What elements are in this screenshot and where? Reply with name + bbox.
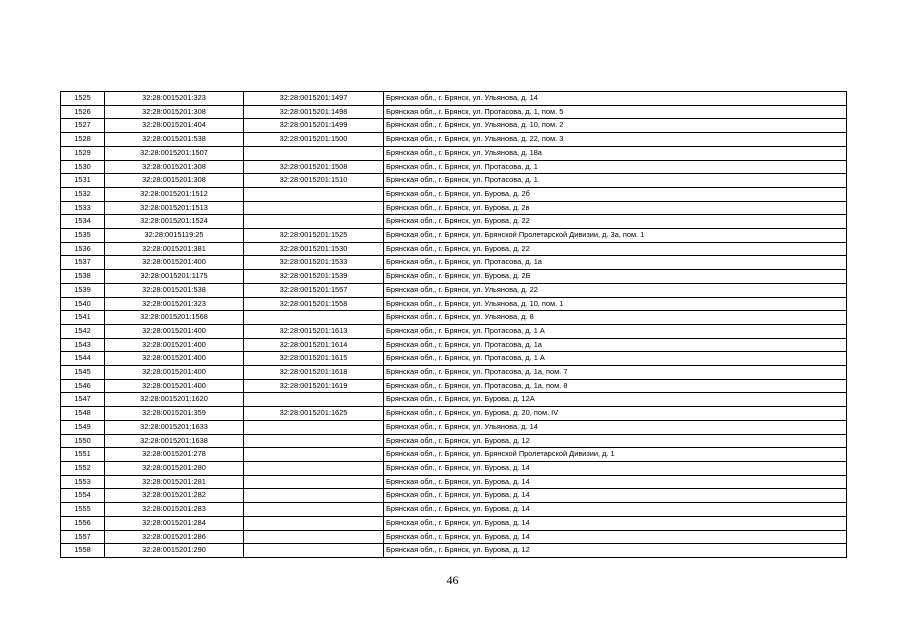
cadastral-number-parent-cell: 32:28:0015201:286	[105, 530, 244, 544]
table-row	[61, 489, 847, 503]
address-cell: Брянская обл., г. Брянск, ул. Протасова, д. 1а	[384, 256, 847, 270]
table-row	[61, 448, 847, 462]
cadastral-number-parent-cell: 32:28:0015201:1638	[105, 434, 244, 448]
cadastral-number-parent-cell: 32:28:0015201:308	[105, 174, 244, 188]
table-row	[61, 366, 847, 380]
address-cell: Брянская обл., г. Брянск, ул. Протасова, д. 1, пом. 5	[384, 105, 847, 119]
cadastral-number-parent-cell: 32:28:0015201:404	[105, 119, 244, 133]
address-cell: Брянская обл., г. Брянск, ул. Протасова, д. 1а	[384, 338, 847, 352]
row-number-cell: 1536	[61, 242, 105, 256]
row-number-cell: 1555	[61, 503, 105, 517]
document-page	[60, 91, 846, 558]
table-row	[61, 324, 847, 338]
cadastral-number-parent-cell: 32:28:0015201:308	[105, 105, 244, 119]
cadastral-number-parent-cell: 32:28:0015201:1568	[105, 311, 244, 325]
address-cell: Брянская обл., г. Брянск, ул. Брянской Пролетарской Дивизии, д. 3а, пом. 1	[384, 229, 847, 243]
cadastral-number-parent-cell: 32:28:0015201:381	[105, 242, 244, 256]
cadastral-number-cell	[244, 544, 384, 558]
table-row	[61, 256, 847, 270]
table-row	[61, 229, 847, 243]
row-number-cell: 1548	[61, 407, 105, 421]
row-number-cell: 1547	[61, 393, 105, 407]
address-cell: Брянская обл., г. Брянск, ул. Протасова, д. 1 А	[384, 324, 847, 338]
address-cell: Брянская обл., г. Брянск, ул. Протасова, д. 1а, пом. 7	[384, 366, 847, 380]
table-row	[61, 544, 847, 558]
cadastral-number-parent-cell: 32:28:0015201:280	[105, 461, 244, 475]
table-row	[61, 297, 847, 311]
address-cell: Брянская обл., г. Брянск, ул. Бурова, д. 14	[384, 475, 847, 489]
cadastral-number-parent-cell: 32:28:0015201:1620	[105, 393, 244, 407]
cadastral-number-cell	[244, 201, 384, 215]
row-number-cell: 1534	[61, 215, 105, 229]
page-number: 46	[446, 573, 459, 587]
table-row	[61, 187, 847, 201]
cadastral-number-parent-cell: 32:28:0015201:400	[105, 366, 244, 380]
table-row	[61, 434, 847, 448]
table-body	[61, 92, 847, 558]
table-row	[61, 516, 847, 530]
row-number-cell: 1530	[61, 160, 105, 174]
table-row	[61, 311, 847, 325]
table-row	[61, 215, 847, 229]
cadastral-number-cell: 32:28:0015201:1539	[244, 270, 384, 284]
address-cell: Брянская обл., г. Брянск, ул. Бурова, д. 14	[384, 503, 847, 517]
table-row	[61, 338, 847, 352]
row-number-cell: 1549	[61, 420, 105, 434]
row-number-cell: 1558	[61, 544, 105, 558]
cadastral-number-cell	[244, 146, 384, 160]
table-row	[61, 146, 847, 160]
table-row	[61, 530, 847, 544]
address-cell: Брянская обл., г. Брянск, ул. Бурова, д. 2Б	[384, 270, 847, 284]
row-number-cell: 1546	[61, 379, 105, 393]
cadastral-number-parent-cell: 32:28:0015201:538	[105, 133, 244, 147]
address-cell: Брянская обл., г. Брянск, ул. Ульянова, д. 18а	[384, 146, 847, 160]
cadastral-number-cell: 32:28:0015201:1498	[244, 105, 384, 119]
row-number-cell: 1550	[61, 434, 105, 448]
cadastral-number-cell: 32:28:0015201:1618	[244, 366, 384, 380]
cadastral-number-cell	[244, 489, 384, 503]
address-cell: Брянская обл., г. Брянск, ул. Бурова, д. 12А	[384, 393, 847, 407]
row-number-cell: 1529	[61, 146, 105, 160]
address-cell: Брянская обл., г. Брянск, ул. Бурова, д. 14	[384, 489, 847, 503]
cadastral-number-parent-cell: 32:28:0015201:323	[105, 92, 244, 106]
cadastral-number-parent-cell: 32:28:0015201:400	[105, 379, 244, 393]
cadastral-number-parent-cell: 32:28:0015201:400	[105, 352, 244, 366]
address-cell: Брянская обл., г. Брянск, ул. Ульянова, д. 14	[384, 420, 847, 434]
table-row	[61, 283, 847, 297]
address-cell: Брянская обл., г. Брянск, ул. Ульянова, д. 22	[384, 283, 847, 297]
cadastral-number-cell: 32:28:0015201:1614	[244, 338, 384, 352]
cadastral-number-cell	[244, 434, 384, 448]
table-row	[61, 407, 847, 421]
table-row	[61, 92, 847, 106]
table-row	[61, 503, 847, 517]
address-cell: Брянская обл., г. Брянск, ул. Бурова, д. 14	[384, 461, 847, 475]
row-number-cell: 1540	[61, 297, 105, 311]
cadastral-number-cell: 32:28:0015201:1499	[244, 119, 384, 133]
cadastral-number-cell: 32:28:0015201:1530	[244, 242, 384, 256]
cadastral-number-parent-cell: 32:28:0015201:1524	[105, 215, 244, 229]
address-cell: Брянская обл., г. Брянск, ул. Протасова, д. 1	[384, 160, 847, 174]
row-number-cell: 1553	[61, 475, 105, 489]
address-cell: Брянская обл., г. Брянск, ул. Ульянова, д. 10, пом. 1	[384, 297, 847, 311]
table-row	[61, 242, 847, 256]
row-number-cell: 1537	[61, 256, 105, 270]
address-cell: Брянская обл., г. Брянск, ул. Бурова, д. 2б	[384, 187, 847, 201]
cadastral-number-parent-cell: 32:28:0015201:1512	[105, 187, 244, 201]
cadastral-number-parent-cell: 32:28:0015201:1633	[105, 420, 244, 434]
table-row	[61, 420, 847, 434]
cadastral-number-parent-cell: 32:28:0015201:1507	[105, 146, 244, 160]
row-number-cell: 1531	[61, 174, 105, 188]
address-cell: Брянская обл., г. Брянск, ул. Ульянова, д. 8	[384, 311, 847, 325]
table-row	[61, 270, 847, 284]
cadastral-number-cell	[244, 215, 384, 229]
address-cell: Брянская обл., г. Брянск, ул. Бурова, д. 14	[384, 530, 847, 544]
row-number-cell: 1542	[61, 324, 105, 338]
cadastral-number-cell	[244, 516, 384, 530]
row-number-cell: 1551	[61, 448, 105, 462]
table-row	[61, 461, 847, 475]
cadastral-number-cell	[244, 187, 384, 201]
address-cell: Брянская обл., г. Брянск, ул. Протасова, д. 1а, пом. 8	[384, 379, 847, 393]
row-number-cell: 1556	[61, 516, 105, 530]
row-number-cell: 1539	[61, 283, 105, 297]
table-row	[61, 201, 847, 215]
table-row	[61, 160, 847, 174]
cadastral-number-parent-cell: 32:28:0015201:400	[105, 338, 244, 352]
row-number-cell: 1525	[61, 92, 105, 106]
cadastral-number-cell: 32:28:0015201:1619	[244, 379, 384, 393]
cadastral-number-parent-cell: 32:28:0015201:308	[105, 160, 244, 174]
row-number-cell: 1535	[61, 229, 105, 243]
row-number-cell: 1541	[61, 311, 105, 325]
cadastral-number-cell: 32:28:0015201:1508	[244, 160, 384, 174]
table-row	[61, 119, 847, 133]
cadastral-number-cell	[244, 530, 384, 544]
cadastral-number-parent-cell: 32:28:0015201:283	[105, 503, 244, 517]
cadastral-number-parent-cell: 32:28:0015201:281	[105, 475, 244, 489]
address-cell: Брянская обл., г. Брянск, ул. Бурова, д. 22	[384, 215, 847, 229]
address-cell: Брянская обл., г. Брянск, ул. Протасова, д. 1 А	[384, 352, 847, 366]
address-cell: Брянская обл., г. Брянск, ул. Бурова, д. 20, пом. IV	[384, 407, 847, 421]
cadastral-number-cell: 32:28:0015201:1558	[244, 297, 384, 311]
cadastral-number-cell: 32:28:0015201:1557	[244, 283, 384, 297]
address-cell: Брянская обл., г. Брянск, ул. Бурова, д. 2в	[384, 201, 847, 215]
cadastral-number-parent-cell: 32:28:0015201:359	[105, 407, 244, 421]
cadastral-number-parent-cell: 32:28:0015201:1513	[105, 201, 244, 215]
address-cell: Брянская обл., г. Брянск, ул. Бурова, д. 14	[384, 516, 847, 530]
row-number-cell: 1538	[61, 270, 105, 284]
table-row	[61, 174, 847, 188]
cadastral-number-cell	[244, 503, 384, 517]
row-number-cell: 1528	[61, 133, 105, 147]
cadastral-number-cell	[244, 311, 384, 325]
cadastral-number-cell: 32:28:0015201:1625	[244, 407, 384, 421]
cadastral-number-parent-cell: 32:28:0015201:1175	[105, 270, 244, 284]
cadastral-number-cell: 32:28:0015201:1510	[244, 174, 384, 188]
row-number-cell: 1552	[61, 461, 105, 475]
address-cell: Брянская обл., г. Брянск, ул. Ульянова, д. 10, пом. 2	[384, 119, 847, 133]
table-row	[61, 393, 847, 407]
cadastral-number-cell: 32:28:0015201:1500	[244, 133, 384, 147]
table-row	[61, 475, 847, 489]
cadastral-number-parent-cell: 32:28:0015201:400	[105, 256, 244, 270]
row-number-cell: 1557	[61, 530, 105, 544]
cadastral-number-parent-cell: 32:28:0015201:538	[105, 283, 244, 297]
row-number-cell: 1543	[61, 338, 105, 352]
cadastral-number-cell	[244, 461, 384, 475]
cadastral-number-cell	[244, 420, 384, 434]
row-number-cell: 1527	[61, 119, 105, 133]
property-registry-table	[60, 91, 847, 558]
row-number-cell: 1533	[61, 201, 105, 215]
address-cell: Брянская обл., г. Брянск, ул. Протасова, д. 1	[384, 174, 847, 188]
table-row	[61, 352, 847, 366]
address-cell: Брянская обл., г. Брянск, ул. Бурова, д. 12	[384, 544, 847, 558]
table-row	[61, 105, 847, 119]
cadastral-number-parent-cell: 32:28:0015201:284	[105, 516, 244, 530]
table-row	[61, 379, 847, 393]
cadastral-number-parent-cell: 32:28:0015201:290	[105, 544, 244, 558]
row-number-cell: 1544	[61, 352, 105, 366]
table-row	[61, 133, 847, 147]
cadastral-number-parent-cell: 32:28:0015201:282	[105, 489, 244, 503]
row-number-cell: 1526	[61, 105, 105, 119]
cadastral-number-cell: 32:28:0015201:1613	[244, 324, 384, 338]
address-cell: Брянская обл., г. Брянск, ул. Брянской Пролетарской Дивизии, д. 1	[384, 448, 847, 462]
address-cell: Брянская обл., г. Брянск, ул. Ульянова, д. 22, пом. 3	[384, 133, 847, 147]
cadastral-number-cell: 32:28:0015201:1497	[244, 92, 384, 106]
address-cell: Брянская обл., г. Брянск, ул. Ульянова, д. 14	[384, 92, 847, 106]
row-number-cell: 1545	[61, 366, 105, 380]
cadastral-number-cell	[244, 475, 384, 489]
cadastral-number-cell: 32:28:0015201:1533	[244, 256, 384, 270]
cadastral-number-cell	[244, 448, 384, 462]
address-cell: Брянская обл., г. Брянск, ул. Бурова, д. 12	[384, 434, 847, 448]
cadastral-number-cell: 32:28:0015201:1615	[244, 352, 384, 366]
cadastral-number-parent-cell: 32:28:0015201:400	[105, 324, 244, 338]
cadastral-number-cell	[244, 393, 384, 407]
cadastral-number-parent-cell: 32:28:0015201:323	[105, 297, 244, 311]
cadastral-number-parent-cell: 32:28:0015201:278	[105, 448, 244, 462]
cadastral-number-parent-cell: 32:28:0015119:25	[105, 229, 244, 243]
address-cell: Брянская обл., г. Брянск, ул. Бурова, д. 22	[384, 242, 847, 256]
cadastral-number-cell: 32:28:0015201:1525	[244, 229, 384, 243]
row-number-cell: 1532	[61, 187, 105, 201]
row-number-cell: 1554	[61, 489, 105, 503]
